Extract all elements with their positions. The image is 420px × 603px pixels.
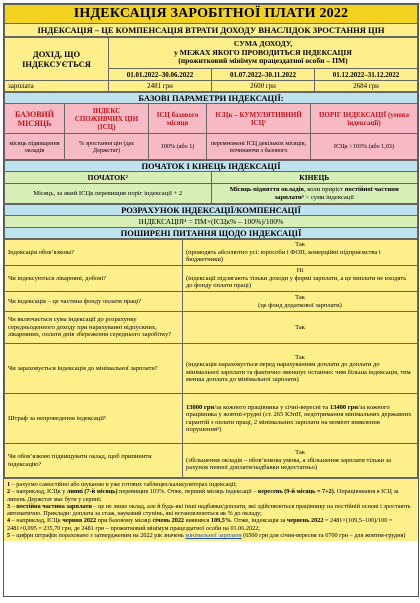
end-body: Місяць підняття окладів, коли приріст постійної частини зарплати³ > суми індексації <box>211 184 418 204</box>
faq-q7: Чи обов’язково підвищувати оклад, щоб припинити індексацію? <box>5 444 183 478</box>
param-head-cpi: ІНДЕКС СПОЖИВЧИХ ЦІН (ІСЦ) <box>65 104 149 134</box>
calc-table <box>4 204 418 239</box>
param-head-cpi-base: ІСЦ базового місяця <box>149 104 207 134</box>
faq-q5: Чи зараховується індексація до мінімальної зарплати? <box>5 344 183 394</box>
param-head-cumulative: ІСЦк – КУМУЛЯТИВНИЙ ІСЦ¹ <box>207 104 311 134</box>
param-body-base-month: місяць підвищення окладів <box>5 134 65 160</box>
basic-params-header: БАЗОВІ ПАРАМЕТРИ ІНДЕКСАЦІЇ: <box>5 93 418 104</box>
param-head-base-month: БАЗОВИЙ МІСЯЦЬ <box>5 104 65 134</box>
period-1: 01.01.2022–30.06.2022 <box>109 69 212 81</box>
faq-q1: Індексація обов’язкова? <box>5 240 183 266</box>
faq-a1: Так (проводять абсолютно усі: юрособи і ФОП, комерційні підприємства і бюджетники) <box>183 240 418 266</box>
amount-3: 2684 грн <box>315 81 418 92</box>
param-body-cpi: % зростання цін (дає Держстат) <box>65 134 149 160</box>
faq-a3: Так (це фонд додаткової зарплати) <box>183 292 418 312</box>
footnotes <box>4 478 418 541</box>
sum-header: СУМА ДОХОДУ, у МЕЖАХ ЯКОГО ПРОВОДИТЬСЯ ІНДЕКСАЦІЯ (прожитковий мінімум працездатної особи – ПМ) <box>109 38 418 69</box>
period-2: 01.07.2022–30.11.2022 <box>212 69 315 81</box>
faq-a4: Так <box>183 312 418 344</box>
faq-a2: Ні (індексації підлягають тільки доходи у формі зарплати, а це виплати не входять до фонду оплати праці) <box>183 266 418 292</box>
param-body-cpi-base: 100% (або 1) <box>149 134 207 160</box>
period-3: 01.12.2022–31.12.2022 <box>315 69 418 81</box>
footnote-2: 2 – наприклад, ІСЦк у липні (7-й місяць) перевищив 103%. Отже, перший місяць індексації – вересень (9-й місяць = 7+2). Опраціювання я ІСЦ за липень Держстат має бути у серпні; <box>7 488 399 503</box>
start-end-header: ПОЧАТОК І КІНЕЦЬ ІНДЕКСАЦІЇ <box>5 161 418 172</box>
footnote-4: 4 – наприклад, ІСЦк червня 2022 при базовому місяці січень 2022 виявився 109,5%. Отже, індексація за червень 2022 = 2481×(109,5–100)/100 = 2481×0,095 = 235,70 грн, де 2481 грн – прожитковий мінімум працездатної особи на 01.06.2022; <box>7 517 393 532</box>
start-end-table <box>4 160 418 204</box>
footnote-1: 1 – рахуємо самостійно або шукаємо в уже готових таблицях/калькуляторах індексації; <box>7 481 237 488</box>
header-table <box>4 4 418 37</box>
faq-a7: Так (збільшення окладів – обов’язкова умова, а збільшення зарплати тільки за рахунок певної доплати/надбавки недостатньо) <box>183 444 418 478</box>
faq-q2: Чи індексуються лікарняні, добові? <box>5 266 183 292</box>
income-label: ДОХІД, ЩО ІНДЕКСУЄТЬСЯ <box>5 38 109 81</box>
page-title: ІНДЕКСАЦІЯ ЗАРОБІТНОЇ ПЛАТИ 2022 <box>5 5 418 24</box>
faq-q4: Чи включається сума індексації до розрахунку середньоденного доходу при нарахуванні відпускних, лікарняних, оплати днів збереження середнього заробітку? <box>5 312 183 344</box>
basic-params-table <box>4 92 418 160</box>
start-head: ПОЧАТОК² <box>5 172 212 184</box>
faq-q3: Чи індексація – це частина фонду оплати праці? <box>5 292 183 312</box>
end-head: КІНЕЦЬ <box>211 172 418 184</box>
param-head-threshold: ПОРІГ ІНДЕКСАЦІЇ (умова індексації) <box>311 104 418 134</box>
faq-a5: Так (індексація нараховується перед нарахуванням доплати до доплати до мінімальної зарплати та фактично зменшує останню: чим більша індексація, тим менша доплата до мінімальної зарплати) <box>183 344 418 394</box>
amount-1: 2481 грн <box>109 81 212 92</box>
amount-2: 2600 грн <box>212 81 315 92</box>
faq-table <box>4 239 418 478</box>
param-body-threshold: ІСЦк >103% (або 1,03) <box>311 134 418 160</box>
min-wage-link[interactable]: мінімальної зарплати <box>185 532 242 540</box>
formula: ІНДЕКСАЦІЯ⁴ = ПМ×(ІСЦк% – 100%)/100% <box>5 216 418 228</box>
calc-header: РОЗРАХУНОК ІНДЕКСАЦІЇ/КОМПЕНСАЦІЇ <box>5 205 418 216</box>
footnote-5: 5 – цифри штрафів пораховано з затвердженим на 2022 рік значень мінімальної зарплати (6500 грн для січня-вересня та 6700 грн – для жовтня-грудня) <box>7 532 406 540</box>
definition: ІНДЕКСАЦІЯ – ЦЕ КОМПЕНСАЦІЯ ВТРАТИ ДОХОДУ ВНАСЛІДОК ЗРОСТАННЯ ЦІН <box>5 24 418 37</box>
footnote-3: 3 – постійна частина зарплати – це не лише оклад, але й будь-які інші надбавки/доплати, які здійснюються працівнику на постійній основі і зростають автоматично. Приклади: доплата за стаж, науковий ступінь, які встановлюються як % до окладу; <box>7 502 411 518</box>
indexation-infographic <box>3 3 419 597</box>
param-body-cumulative: перемножені ІСЦ декількох місяців, починаючи з базового <box>207 134 311 160</box>
income-table <box>4 37 418 92</box>
faq-header: ПОШИРЕНІ ПИТАННЯ ЩОДО ІНДЕКСАЦІЇ <box>5 228 418 239</box>
salary-label: зарплата <box>5 81 109 92</box>
faq-a6: 13000 грн/за кожного працівника у січні-вересні та 13400 грн/за кожного працівника у жовтні-грудні (ст. 265 КЗпП, недотримання мінімальних державних гарантій з оплати праці, 2 мінімальних зарплати на момент виявлення порушення⁵) <box>183 394 418 444</box>
start-body: Місяць, за який ІСЦк перевищив поріг індексації + 2 <box>5 184 212 204</box>
faq-q6: Штраф за непроведення індексації⁵ <box>5 394 183 444</box>
